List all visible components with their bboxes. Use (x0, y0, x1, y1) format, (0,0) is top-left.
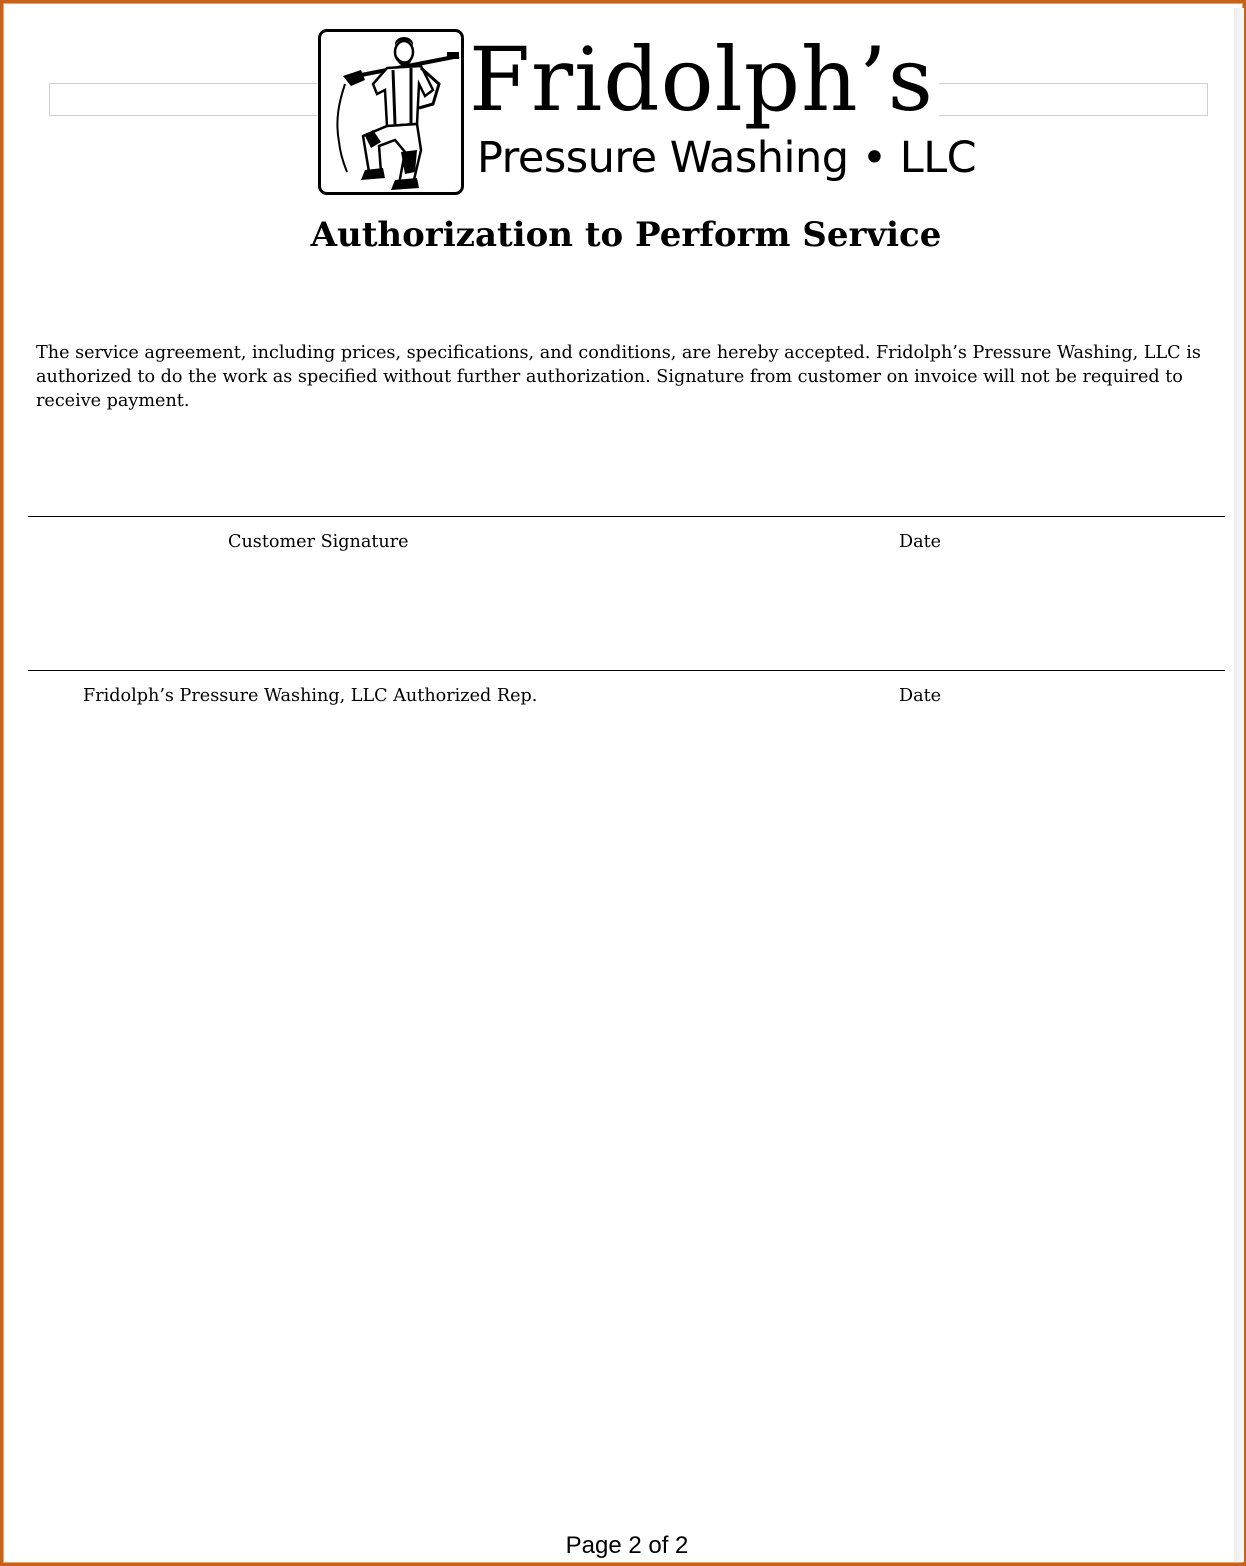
agreement-text: The service agreement, including prices, specifications, and conditions, are hereby accepted. Fridolph’s Pressure Washing, LLC is authorized to do the work as specified without further authorization. Signature from customer on invoice will not be required to receive payment. (36, 343, 1201, 411)
header-bar-left (49, 83, 319, 116)
customer-date-label: Date (899, 532, 942, 552)
customer-signature-label: Customer Signature (228, 532, 409, 552)
header-bar-right (936, 83, 1208, 116)
company-logo (317, 28, 977, 200)
pressure-washer-worker-icon (321, 32, 461, 192)
brand-subtitle: Pressure Washing • LLC (477, 133, 977, 183)
document-title: Authorization to Perform Service (310, 215, 942, 255)
page-edge-shadow (1234, 8, 1244, 1562)
brand-name: Fridolph’s (469, 28, 934, 131)
rep-signature-line[interactable] (28, 670, 1225, 671)
customer-signature-line[interactable] (28, 516, 1225, 517)
page-indicator: Page 2 of 2 (565, 1532, 689, 1559)
rep-date-label: Date (899, 686, 942, 706)
rep-signature-label: Fridolph’s Pressure Washing, LLC Authorized Rep. (83, 686, 538, 706)
document-page (8, 8, 1235, 1562)
logo-badge (318, 29, 464, 195)
